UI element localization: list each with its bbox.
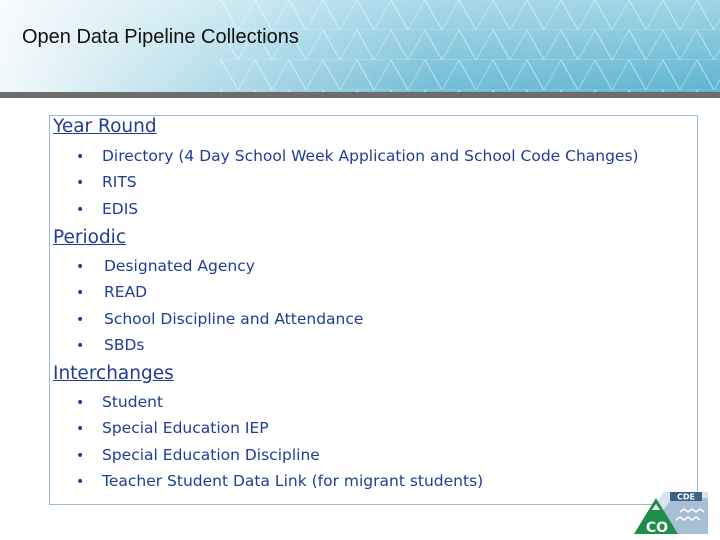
list-item: SBDs [104,336,145,354]
bullet: • [76,474,85,490]
list-item: Special Education Discipline [102,446,320,464]
list-item: EDIS [102,200,139,218]
bullet: • [76,175,85,191]
list-item: Teacher Student Data Link (for migrant students) [102,472,484,490]
list-item: READ [104,283,148,301]
logo-bottom-text: CO [645,520,669,536]
bullet: • [76,149,85,165]
header-divider [0,92,720,98]
list-item: Student [102,393,164,411]
cde-logo [632,490,710,536]
bullet: • [76,421,85,437]
slide-title: Open Data Pipeline Collections [22,26,299,48]
list-item: Designated Agency [104,257,255,275]
list-item: Directory (4 Day School Week Application and School Code Changes) [102,147,639,165]
logo-top-text: CDE [677,492,695,502]
list-item: RITS [102,173,137,191]
bullet: • [76,285,85,301]
bullet: • [76,338,85,354]
slide-header [0,0,720,92]
section-heading-interchanges: Interchanges [53,363,174,384]
bullet: • [76,202,85,218]
section-heading-year-round: Year Round [53,116,157,137]
section-heading-periodic: Periodic [53,227,126,248]
bullet: • [76,312,85,328]
bullet: • [76,395,85,411]
list-item: School Discipline and Attendance [104,310,364,328]
bullet: • [76,259,85,275]
bullet: • [76,448,85,464]
list-item: Special Education IEP [102,419,269,437]
